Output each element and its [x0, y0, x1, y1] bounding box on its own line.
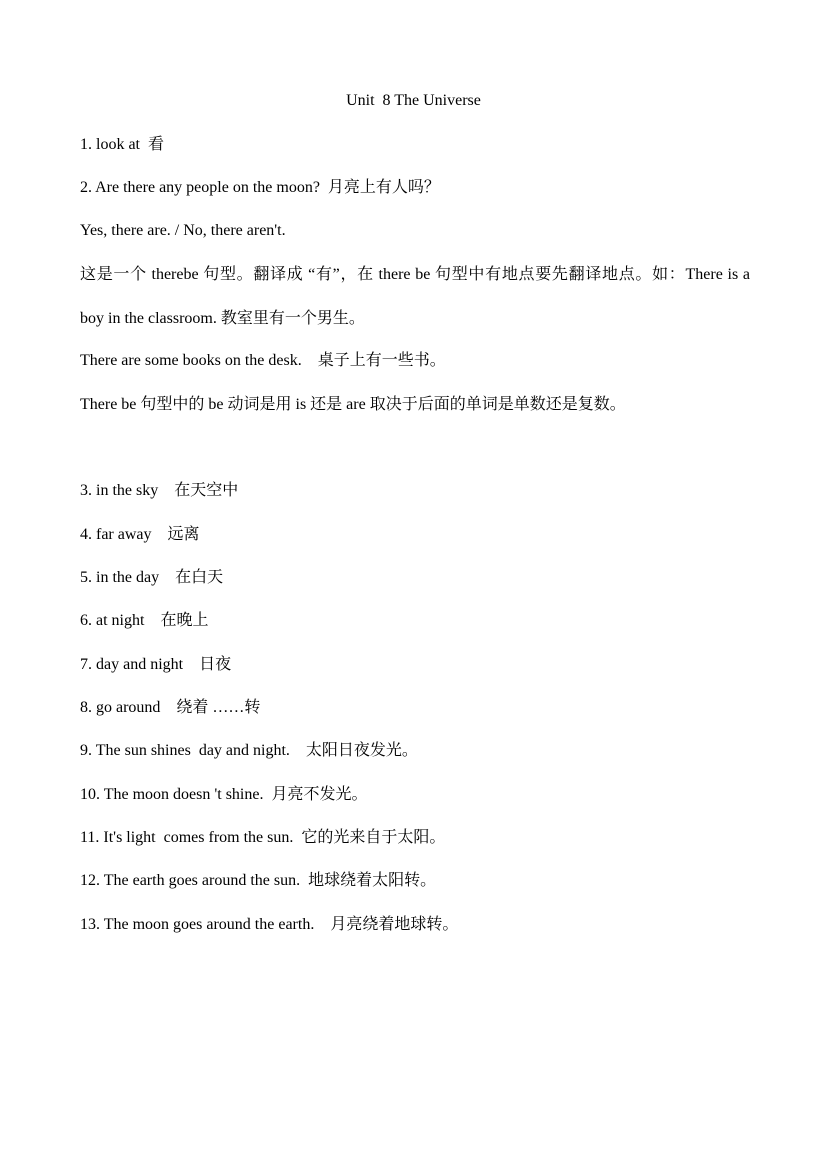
item-7: 7. day and night 日夜 — [80, 656, 232, 673]
item-10: 10. The moon doesn 't shine. 月亮不发光。 — [80, 786, 368, 803]
item-13: 13. The moon goes around the earth. 月亮绕着地球转。 — [80, 916, 459, 933]
grammar-note-paragraph: There be 句型中的 be 动词是用 is 还是 are 取决于后面的单词是单数还是复数。 — [80, 396, 626, 413]
item-2-answer: Yes, there are. / No, there aren't. — [80, 222, 286, 239]
example-sentence: There are some books on the desk. 桌子上有一些书。 — [80, 352, 446, 369]
item-9: 9. The sun shines day and night. 太阳日夜发光。 — [80, 742, 418, 759]
item-2: 2. Are there any people on the moon? 月亮上有人吗？ — [80, 179, 440, 196]
explanation-paragraph: 这是一个 therebe 句型。翻译成 “有”，在 there be 句型中有地点要先翻译地点。如：There is a boy in the classroom. 教室里有一个男生。 — [80, 266, 750, 327]
item-11: 11. It's light comes from the sun. 它的光来自于太阳。 — [80, 829, 446, 846]
item-8: 8. go around 绕着 ……转 — [80, 699, 261, 716]
item-12: 12. The earth goes around the sun. 地球绕着太阳转。 — [80, 872, 437, 889]
item-6: 6. at night 在晚上 — [80, 612, 209, 629]
item-3: 3. in the sky 在天空中 — [80, 482, 239, 499]
item-5: 5. in the day 在白天 — [80, 569, 224, 586]
item-1: 1. look at 看 — [80, 136, 164, 153]
item-4: 4. far away 远离 — [80, 526, 200, 543]
page-title: Unit 8 The Universe — [346, 92, 481, 109]
